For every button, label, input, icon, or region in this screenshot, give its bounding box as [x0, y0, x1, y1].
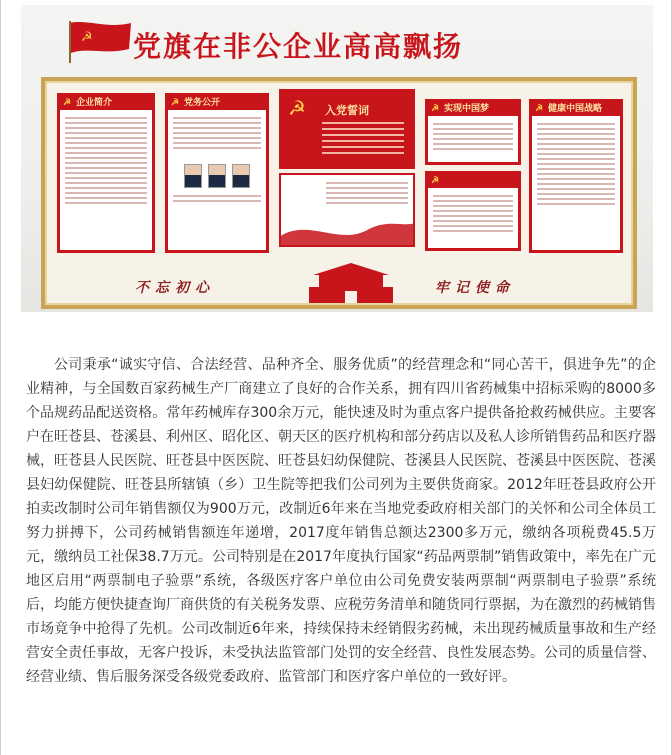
- article-body: 公司秉承“诚实守信、合法经营、品种齐全、服务优质”的经营理念和“同心苦干，俱进争先”的企业精神，与全国数百家药械生产厂商建立了良好的合作关系，拥有四川省药械集中招标采购的8000多个品规药品配送资格。常年药械库存300余万元，能快速及时为重点客户提供备抢救药械供应。主要客户在旺苍县、苍溪县、利州区、昭化区、朝天区的医疗机构和部分药店以及私人诊所销售药品和医疗器械，旺苍县人民医院、旺苍县中医医院、旺苍县妇幼保健院、苍溪县人民医院、苍溪县中医医院、苍溪县妇幼保健院、旺苍县所辖镇（乡）卫生院等把我们公司列为主要供货商家。2012年旺苍县政府公开拍卖改制时公司年销售额仅为900万元，改制近6年来在当地党委政府相关部门的关怀和公司全体员工努力拼搏下，公司药械销售额连年递增，2017度年销售总额达2300多万元，缴纳各项税费45.5万元，缴纳员工社保38.7万元。公司特别是在2017年度执行国家“药品两票制”销售政策中，率先在广元地区启用“两票制电子验票”系统，各级医疗客户单位由公司免费安装两票制“两票制电子验票”系统后，均能方便快捷查询厂商供货的有关税务发票、应税劳务清单和随货同行票据，为在激烈的药械销售市场竟争中抢得了先机。公司改制近6年来，持续保持未经销假劣药械，未出现药械质量事故和生产经营安全责任事故，无客户投诉，未受执法监管部门处罚的安全经营、良性发展态势。公司的质量信誉、经营业绩、售后服务深受各级党委政府、监管部门和医疗客户单位的一致好评。: [26, 357, 656, 685]
- panel-title: [428, 174, 518, 188]
- panel-title: ☭ 党务公开: [168, 96, 266, 110]
- display-board: [41, 77, 637, 309]
- panel-company-intro: [57, 93, 155, 253]
- portrait: [208, 164, 226, 188]
- party-wall-photo: [21, 5, 653, 312]
- portrait-photos: [168, 164, 266, 188]
- panel-title: 入党誓词: [325, 104, 369, 117]
- slogan-left: 不忘初心: [135, 280, 215, 296]
- panel-title: ☭ 企业简介: [60, 96, 152, 110]
- party-flag-icon: [67, 19, 133, 63]
- photo-headline-area: [21, 5, 653, 75]
- panel-party-oath: [279, 89, 415, 169]
- svg-text:☭: ☭: [81, 30, 93, 45]
- portrait: [184, 164, 202, 188]
- panel-party-affairs: [165, 93, 269, 253]
- hammer-sickle-icon: ☭: [288, 96, 306, 120]
- slogan-right: 牢记使命: [435, 280, 515, 296]
- panel-health-china: [529, 99, 623, 253]
- panel-lower-right-1: [425, 171, 521, 251]
- tiananmen-icon: [305, 257, 397, 305]
- panel-china-dream: [425, 99, 521, 165]
- portrait: [232, 164, 250, 188]
- photo-headline: 党旗在非公企业高高飘扬: [133, 30, 464, 63]
- red-wave-decoration: [279, 207, 415, 247]
- panel-title: ☭ 健康中国战略: [532, 102, 620, 116]
- panel-title: ☭ 实现中国梦: [428, 102, 518, 116]
